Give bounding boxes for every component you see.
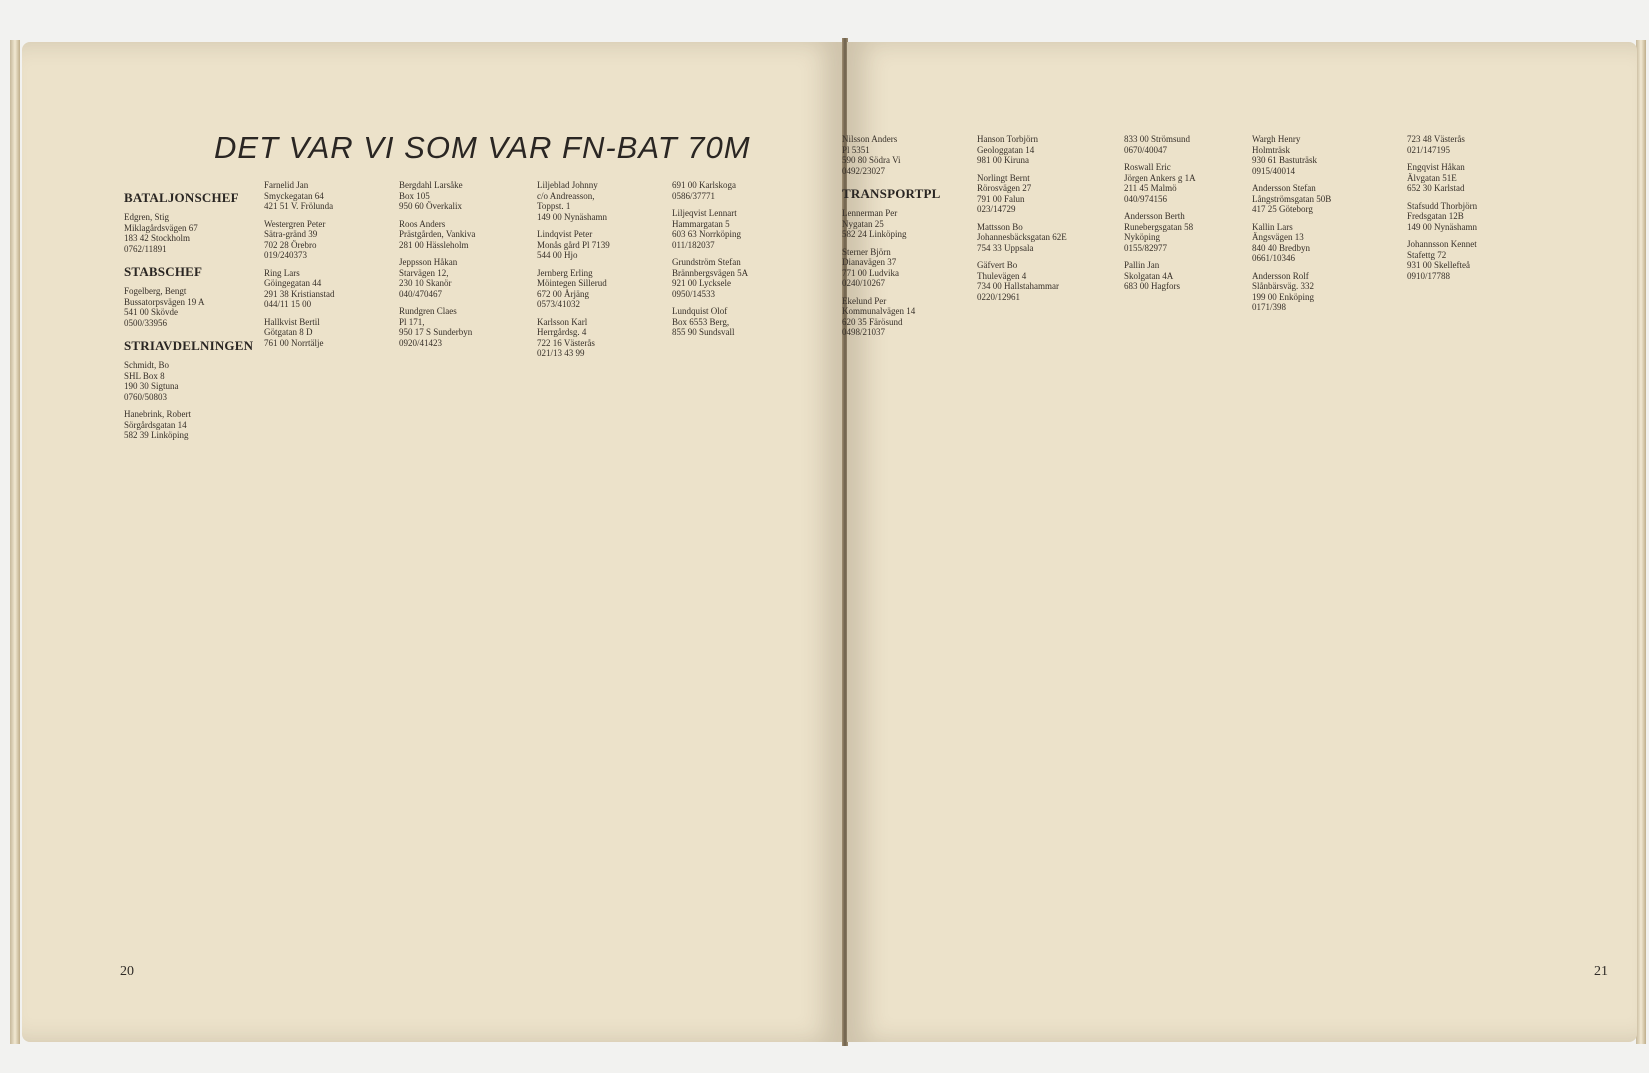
address-line: Grundström Stefan xyxy=(672,257,741,267)
address-line: Andersson Stefan xyxy=(1252,183,1316,193)
address-entry xyxy=(1252,271,1384,313)
address-line: Runebergsgatan 58 xyxy=(1124,221,1194,232)
address-entry xyxy=(537,180,669,222)
address-line: Starvägen 12, xyxy=(399,267,449,278)
address-line: Hanson Torbjörn xyxy=(977,134,1038,144)
address-line: Pl 171, xyxy=(399,316,425,327)
address-line: Långströmsgatan 50B xyxy=(1252,193,1332,204)
address-line: 791 00 Falun xyxy=(977,193,1025,204)
address-line: 0760/50803 xyxy=(124,391,168,402)
address-entry xyxy=(537,268,669,310)
address-line: 0762/11891 xyxy=(124,243,167,254)
address-line: Thulevägen 4 xyxy=(977,270,1027,281)
directory-column xyxy=(1252,134,1384,320)
address-line: 723 48 Västerås xyxy=(1407,134,1465,144)
address-line: 582 24 Linköping xyxy=(842,229,907,239)
section-heading: TRANSPORTPL xyxy=(842,186,941,201)
address-entry xyxy=(1124,211,1256,253)
address-line: 040/974156 xyxy=(1124,193,1168,204)
address-line: 417 25 Göteborg xyxy=(1252,204,1313,214)
address-entry xyxy=(842,208,974,240)
address-line: Herrgårdsg. 4 xyxy=(537,327,587,337)
left-page xyxy=(22,42,842,1042)
address-entry xyxy=(537,317,669,359)
address-line: Brännbergsvägen 5A xyxy=(672,267,749,278)
address-entry xyxy=(1124,162,1256,204)
address-line: Lindqvist Peter xyxy=(537,229,593,239)
address-line: 541 00 Skövde xyxy=(124,307,178,317)
address-line: 149 00 Nynäshamn xyxy=(1407,221,1477,232)
address-line: Schmidt, Bo xyxy=(124,360,170,370)
address-entry xyxy=(1407,239,1539,281)
directory-column xyxy=(399,180,531,355)
address-line: Roswall Eric xyxy=(1124,162,1171,172)
address-line: Kallin Lars xyxy=(1252,221,1293,232)
address-entry xyxy=(264,317,396,349)
address-entry xyxy=(264,219,396,261)
address-entry xyxy=(124,212,256,254)
address-line: Edgren, Stig xyxy=(124,212,169,222)
address-line: 0498/21037 xyxy=(842,327,886,337)
address-line: 0915/40014 xyxy=(1252,165,1296,176)
directory-column xyxy=(672,180,804,345)
address-line: Sterner Björn xyxy=(842,246,891,257)
address-entry xyxy=(672,180,804,201)
directory-column xyxy=(124,180,256,448)
address-line: 603 63 Norrköping xyxy=(672,229,741,239)
address-entry xyxy=(399,306,531,348)
address-line: 0155/82977 xyxy=(1124,242,1168,253)
address-line: 734 00 Hallstahammar xyxy=(977,281,1059,291)
address-line: 023/14729 xyxy=(977,204,1016,214)
address-entry xyxy=(124,409,256,441)
address-line: Göingegatan 44 xyxy=(264,278,322,288)
address-line: 281 00 Hässleholm xyxy=(399,239,469,250)
address-line: Nygatan 25 xyxy=(842,218,884,229)
address-line: 950 17 S Sunderbyn xyxy=(399,327,473,337)
address-line: Wargh Henry xyxy=(1252,134,1301,144)
address-line: 0492/23027 xyxy=(842,165,886,176)
address-line: Lennerman Per xyxy=(842,208,898,218)
address-line: 011/182037 xyxy=(672,239,715,250)
address-line: 0910/17788 xyxy=(1407,270,1451,281)
section-heading: BATALJONSCHEF xyxy=(124,190,239,205)
address-line: Monås gård Pl 7139 xyxy=(537,239,610,250)
address-line: 761 00 Norrtälje xyxy=(264,337,324,348)
address-entry xyxy=(672,306,804,338)
address-entry xyxy=(1407,162,1539,194)
address-line: Westergren Peter xyxy=(264,218,326,229)
address-line: 931 00 Skellefteå xyxy=(1407,260,1470,270)
address-line: Bussatorpsvägen 19 A xyxy=(124,296,205,307)
address-line: 0586/37771 xyxy=(672,190,716,201)
address-entry xyxy=(842,296,974,338)
address-line: Smyckegatan 64 xyxy=(264,190,324,201)
directory-column xyxy=(977,134,1109,309)
address-line: 930 61 Bastuträsk xyxy=(1252,155,1317,165)
left-page-edge xyxy=(10,40,20,1044)
address-line: Fogelberg, Bengt xyxy=(124,286,187,296)
address-entry xyxy=(264,268,396,310)
address-line: Kommunalvägen 14 xyxy=(842,306,916,316)
address-line: Liljeqvist Lennart xyxy=(672,208,737,218)
address-line: 544 00 Hjo xyxy=(537,250,578,260)
address-line: Box 105 xyxy=(399,190,430,201)
address-line: Bergdahl Larsåke xyxy=(399,180,463,190)
address-line: Liljeblad Johnny xyxy=(537,180,598,190)
address-line: 149 00 Nynäshamn xyxy=(537,211,607,222)
address-entry xyxy=(977,260,1109,302)
address-line: Geologgatan 14 xyxy=(977,144,1035,155)
address-line: 840 40 Bredbyn xyxy=(1252,242,1310,253)
address-line: Prästgården, Vankiva xyxy=(399,229,476,239)
address-line: Hanebrink, Robert xyxy=(124,409,191,419)
address-line: 019/240373 xyxy=(264,250,308,260)
address-line: 291 38 Kristianstad xyxy=(264,288,335,299)
address-line: Roos Anders xyxy=(399,218,446,229)
address-line: 044/11 15 00 xyxy=(264,299,312,309)
address-line: Holmträsk xyxy=(1252,144,1290,155)
address-entry xyxy=(1252,222,1384,264)
address-line: Johannesbäcksgatan 62E xyxy=(977,232,1067,242)
address-entry xyxy=(672,208,804,250)
address-line: 652 30 Karlstad xyxy=(1407,183,1465,193)
address-line: 183 42 Stockholm xyxy=(124,233,191,243)
address-entry xyxy=(399,180,531,212)
address-line: Gäfvert Bo xyxy=(977,260,1018,270)
address-line: 981 00 Kiruna xyxy=(977,155,1029,165)
address-line: Jernberg Erling xyxy=(537,267,593,278)
address-line: 199 00 Enköping xyxy=(1252,291,1314,302)
address-entry xyxy=(977,173,1109,215)
address-line: 771 00 Ludvika xyxy=(842,267,899,278)
address-line: Andersson Rolf xyxy=(1252,270,1309,281)
address-entry xyxy=(124,286,256,328)
address-entry xyxy=(977,222,1109,254)
address-line: 021/147195 xyxy=(1407,144,1451,155)
address-line: Karlsson Karl xyxy=(537,316,588,327)
address-entry xyxy=(124,360,256,402)
address-line: Jeppsson Håkan xyxy=(399,257,458,267)
address-entry xyxy=(399,257,531,299)
page-number-right: 21 xyxy=(1594,964,1608,979)
address-line: Stafsudd Thorbjörn xyxy=(1407,200,1478,211)
address-line: Stafettg 72 xyxy=(1407,249,1447,260)
address-line: 421 51 V. Frölunda xyxy=(264,201,334,211)
address-line: 833 00 Strömsund xyxy=(1124,134,1191,144)
directory-column xyxy=(1407,134,1539,288)
address-line: 040/470467 xyxy=(399,288,443,299)
address-line: 691 00 Karlskoga xyxy=(672,180,736,190)
right-page-edge xyxy=(1636,40,1646,1044)
address-line: Pallin Jan xyxy=(1124,260,1160,270)
address-line: 702 28 Örebro xyxy=(264,239,317,250)
address-line: 0920/41423 xyxy=(399,337,443,348)
address-line: Rörosvägen 27 xyxy=(977,183,1032,193)
directory-column xyxy=(842,134,974,345)
address-line: Lundquist Olof xyxy=(672,306,728,316)
address-line: 0500/33956 xyxy=(124,317,168,328)
address-line: Miklagårdsvägen 67 xyxy=(124,222,198,233)
address-line: Johannsson Kennet xyxy=(1407,239,1477,249)
address-line: 683 00 Hagfors xyxy=(1124,281,1180,291)
address-line: Sätra-gränd 39 xyxy=(264,229,318,239)
address-line: c/o Andreasson, xyxy=(537,190,595,201)
address-line: 021/13 43 99 xyxy=(537,348,585,358)
page-title: DET VAR VI SOM VAR FN-BAT 70M xyxy=(214,130,751,165)
address-line: Hallkvist Bertil xyxy=(264,316,320,327)
directory-column xyxy=(264,180,396,355)
address-line: 620 35 Färösund xyxy=(842,316,903,327)
address-line: 754 33 Uppsala xyxy=(977,242,1034,253)
address-line: 855 90 Sundsvall xyxy=(672,327,735,337)
address-entry xyxy=(264,180,396,212)
address-line: Möintegen Sillerud xyxy=(537,278,607,288)
address-entry xyxy=(1407,201,1539,233)
address-line: Mattsson Bo xyxy=(977,221,1023,232)
address-line: Älvgatan 51E xyxy=(1407,172,1457,183)
address-line: Slånbärsväg. 332 xyxy=(1252,281,1314,291)
address-line: Engqvist Håkan xyxy=(1407,162,1465,172)
address-line: Andersson Berth xyxy=(1124,211,1185,221)
address-line: Pl 5351 xyxy=(842,144,870,155)
address-line: 590 80 Södra Vi xyxy=(842,155,901,165)
address-entry xyxy=(1252,183,1384,215)
address-line: Farnelid Jan xyxy=(264,180,309,190)
address-entry xyxy=(399,219,531,251)
address-entry xyxy=(977,134,1109,166)
address-line: 0661/10346 xyxy=(1252,253,1296,263)
address-line: Norlingt Bernt xyxy=(977,172,1030,183)
right-page xyxy=(842,42,1637,1042)
address-line: Dianavägen 37 xyxy=(842,257,897,267)
address-line: 0220/12961 xyxy=(977,291,1021,302)
address-line: 0240/10267 xyxy=(842,278,886,288)
address-entry xyxy=(1407,134,1539,155)
address-entry xyxy=(1124,260,1256,292)
open-book xyxy=(0,12,1649,1062)
address-line: Götgatan 8 D xyxy=(264,327,313,337)
address-line: 0670/40047 xyxy=(1124,144,1168,155)
address-line: Sörgårdsgatan 14 xyxy=(124,419,187,430)
address-line: 722 16 Västerås xyxy=(537,337,595,348)
address-line: 0573/41032 xyxy=(537,299,581,309)
directory-column xyxy=(1124,134,1256,299)
address-line: 672 00 Årjäng xyxy=(537,288,589,299)
address-line: 582 39 Linköping xyxy=(124,430,189,440)
address-line: Rundgren Claes xyxy=(399,306,457,316)
address-line: 230 10 Skanör xyxy=(399,278,452,288)
address-line: Ring Lars xyxy=(264,267,300,278)
address-entry xyxy=(1252,134,1384,176)
address-line: 950 60 Överkalix xyxy=(399,201,462,211)
address-line: Hammargatan 5 xyxy=(672,218,730,229)
address-line: SHL Box 8 xyxy=(124,370,165,381)
address-line: Nilsson Anders xyxy=(842,134,898,144)
address-line: Nyköping xyxy=(1124,232,1160,242)
address-line: Skolgatan 4A xyxy=(1124,270,1174,281)
address-line: 190 30 Sigtuna xyxy=(124,381,179,391)
address-line: 0171/398 xyxy=(1252,302,1287,312)
address-entry xyxy=(842,134,974,176)
address-entry xyxy=(1124,134,1256,155)
directory-column xyxy=(537,180,669,366)
address-line: Toppst. 1 xyxy=(537,201,571,211)
page-number-left: 20 xyxy=(120,964,134,979)
address-line: 921 00 Lycksele xyxy=(672,278,731,288)
address-line: Jörgen Ankers g 1A xyxy=(1124,172,1196,183)
address-line: 0950/14533 xyxy=(672,288,716,299)
address-entry xyxy=(537,229,669,261)
address-entry xyxy=(672,257,804,299)
section-heading: STRIAVDELNINGEN xyxy=(124,338,254,353)
address-line: Fredsgatan 12B xyxy=(1407,211,1464,221)
address-entry xyxy=(842,247,974,289)
address-line: Ängsvägen 13 xyxy=(1252,232,1304,242)
section-heading: STABSCHEF xyxy=(124,264,203,279)
address-line: Box 6553 Berg, xyxy=(672,316,730,327)
address-line: Ekelund Per xyxy=(842,295,887,306)
address-line: 211 45 Malmö xyxy=(1124,183,1177,193)
